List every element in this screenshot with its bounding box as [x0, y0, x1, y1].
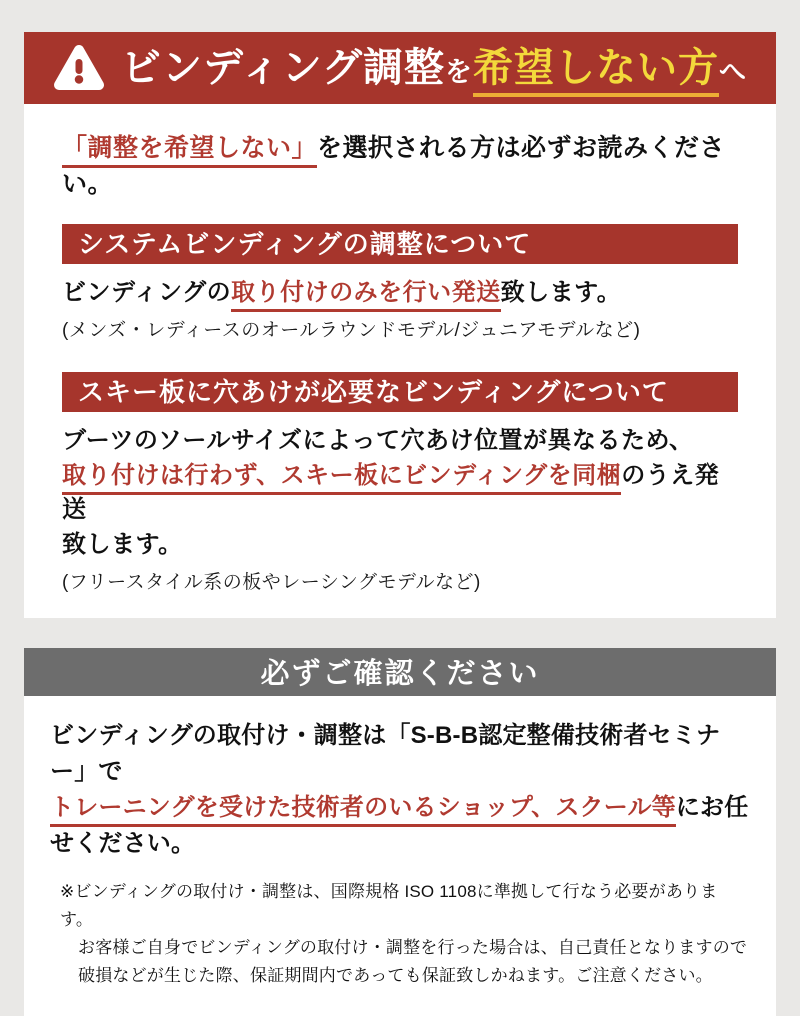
intro-highlight: 「調整を希望しない」	[62, 134, 317, 168]
drilling-note: (フリースタイル系の板やレーシングモデルなど)	[62, 571, 481, 593]
system-binding-note: (メンズ・レディースのオールラウンドモデル/ジュニアモデルなど)	[62, 319, 641, 341]
disclaimer-line3: 破損などが生じた際、保証期間内であっても保証致しかねます。ご注意ください。	[78, 966, 713, 986]
intro-rest: を選択される方は必ずお読みください。	[62, 134, 726, 198]
drilling-body-line2	[62, 459, 738, 529]
main-heading-banner	[24, 32, 776, 104]
system-binding-body	[62, 276, 738, 311]
section-heading-drilling-label: スキー板に穴あけが必要なビンディングについて	[78, 376, 669, 407]
drilling-body-line2-post: のうえ発送	[62, 461, 720, 524]
confirm-body-highlight: トレーニングを受けた技術者のいるショップ、スクール等	[50, 794, 676, 827]
section-heading-system-binding-label: システムビンディングの調整について	[78, 229, 532, 259]
system-body-highlight: 取り付けのみを行い発送	[231, 279, 501, 312]
confirm-banner	[24, 648, 776, 696]
page-title	[121, 48, 747, 88]
section-heading-system-binding	[62, 224, 738, 264]
system-body-post: 致します。	[500, 279, 622, 306]
system-body-pre: ビンディングの	[62, 279, 232, 306]
title-particle: を	[445, 57, 473, 87]
section-heading-drilling	[62, 372, 738, 412]
confirm-panel	[24, 696, 776, 1016]
no-adjustment-panel	[24, 32, 776, 618]
confirm-body	[50, 718, 750, 862]
top-panel-content	[24, 104, 776, 618]
confirm-body-line2	[50, 790, 750, 862]
title-text-pre: ビンディング調整	[121, 46, 445, 90]
disclaimer-line2: お客様ご自身でビンディングの取付け・調整を行った場合は、自己責任となりますので	[78, 938, 748, 958]
drilling-body	[62, 424, 738, 563]
title-suffix: へ	[719, 57, 747, 87]
disclaimer-text	[50, 878, 750, 990]
drilling-body-highlight: 取り付けは行わず、スキー板にビンディングを同梱	[62, 462, 621, 495]
title-highlight: 希望しない方	[473, 46, 719, 97]
warning-triangle-icon	[53, 44, 105, 92]
intro-text	[62, 128, 738, 200]
drilling-body-line3: 致します。	[62, 531, 183, 559]
confirm-body-line1: ビンディングの取付け・調整は「S-B-B認定整備技術者セミナー」で	[50, 721, 721, 785]
disclaimer-line1: ※ビンディングの取付け・調整は、国際規格 ISO 1108に準拠して行なう必要があります。	[60, 881, 718, 930]
confirm-banner-label: 必ずご確認ください	[260, 658, 540, 691]
confirm-body-line2-post: にお任せください。	[50, 793, 749, 857]
drilling-body-line1: ブーツのソールサイズによって穴あけ位置が異なるため、	[62, 426, 694, 454]
